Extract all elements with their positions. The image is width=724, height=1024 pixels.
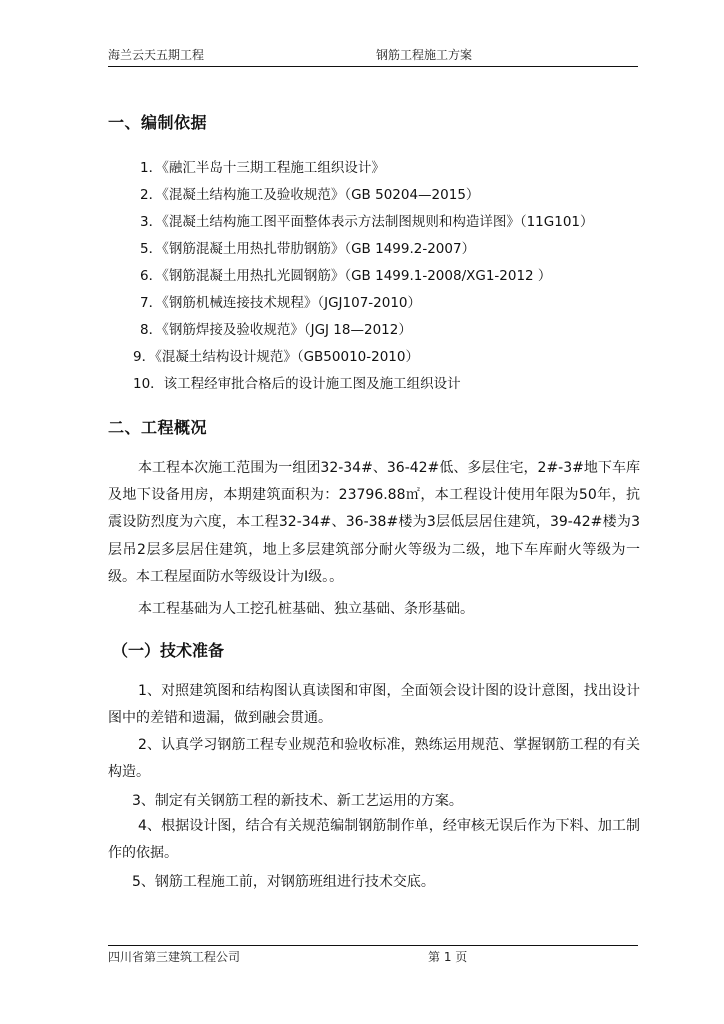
foundation-paragraph: 本工程基础为人工挖孔桩基础、独立基础、条形基础。: [138, 601, 474, 617]
footer-divider: [108, 945, 638, 946]
page-header: [108, 46, 638, 66]
overview-paragraph: [108, 455, 640, 591]
header-project-name: 海兰云天五期工程: [108, 48, 205, 62]
reference-item: 1．《融汇半岛十三期工程施工组织设计》: [140, 160, 385, 176]
header-document-title: 钢筋工程施工方案: [376, 48, 473, 62]
footer-page-number: 第 1 页: [428, 950, 468, 964]
reference-item: 2．《混凝土结构施工及验收规范》（GB 50204—2015）: [140, 187, 480, 203]
reference-item: 6．《钢筋混凝土用热扎光圆钢筋》（GB 1499.1-2008/XG1-2012 ）: [140, 268, 552, 284]
preparation-item: [108, 813, 640, 867]
preparation-item-text: 4、根据设计图，结合有关规范编制钢筋制作单，经审核无误后作为下料、加工制作的依据。: [108, 818, 640, 862]
section-title-basis: 一、编制依据: [108, 113, 208, 132]
footer-company: 四川省第三建筑工程公司: [108, 950, 241, 964]
overview-paragraph-text: 本工程本次施工范围为一组团32-34#、36-42#低、多层住宅，2#-3#地下车库及地下设备用房，本期建筑面积为：23796.88㎡，本工程设计使用年限为50年，抗震设防烈度为六度，本工程32-34#、36-38#楼为3层低层居住建筑，39-42#楼为3层吊2层多层居住建筑，地上多层建筑部分耐火等级为二级，地下车库耐火等级为一级。本工程屋面防水等级设计为Ⅰ级。。: [108, 460, 640, 585]
header-divider: [108, 66, 638, 67]
reference-item: 10．该工程经审批合格后的设计施工图及施工组织设计: [133, 376, 461, 392]
reference-item: 9．《混凝土结构设计规范》（GB50010-2010）: [133, 349, 419, 365]
reference-item: 5．《钢筋混凝土用热扎带肋钢筋》（GB 1499.2-2007）: [140, 241, 476, 257]
page-footer: [108, 948, 638, 968]
subsection-title-technical-preparation: （一）技术准备: [112, 641, 225, 660]
preparation-item: 3、制定有关钢筋工程的新技术、新工艺运用的方案。: [132, 793, 463, 809]
preparation-item: [108, 732, 640, 786]
preparation-item: [108, 678, 640, 732]
reference-item: 7．《钢筋机械连接技术规程》（JGJ107-2010）: [140, 295, 422, 311]
reference-item: 8．《钢筋焊接及验收规范》（JGJ 18—2012）: [140, 322, 412, 338]
preparation-item-text: 2、认真学习钢筋工程专业规范和验收标准，熟练运用规范、掌握钢筋工程的有关构造。: [108, 737, 640, 781]
reference-item: 3．《混凝土结构施工图平面整体表示方法制图规则和构造详图》（11G101）: [140, 214, 594, 230]
preparation-item-text: 1、对照建筑图和结构图认真读图和审图，全面领会设计图的设计意图，找出设计图中的差错和遗漏，做到融会贯通。: [108, 683, 640, 727]
preparation-item: 5、钢筋工程施工前，对钢筋班组进行技术交底。: [132, 874, 435, 890]
section-title-overview: 二、工程概况: [108, 418, 208, 437]
